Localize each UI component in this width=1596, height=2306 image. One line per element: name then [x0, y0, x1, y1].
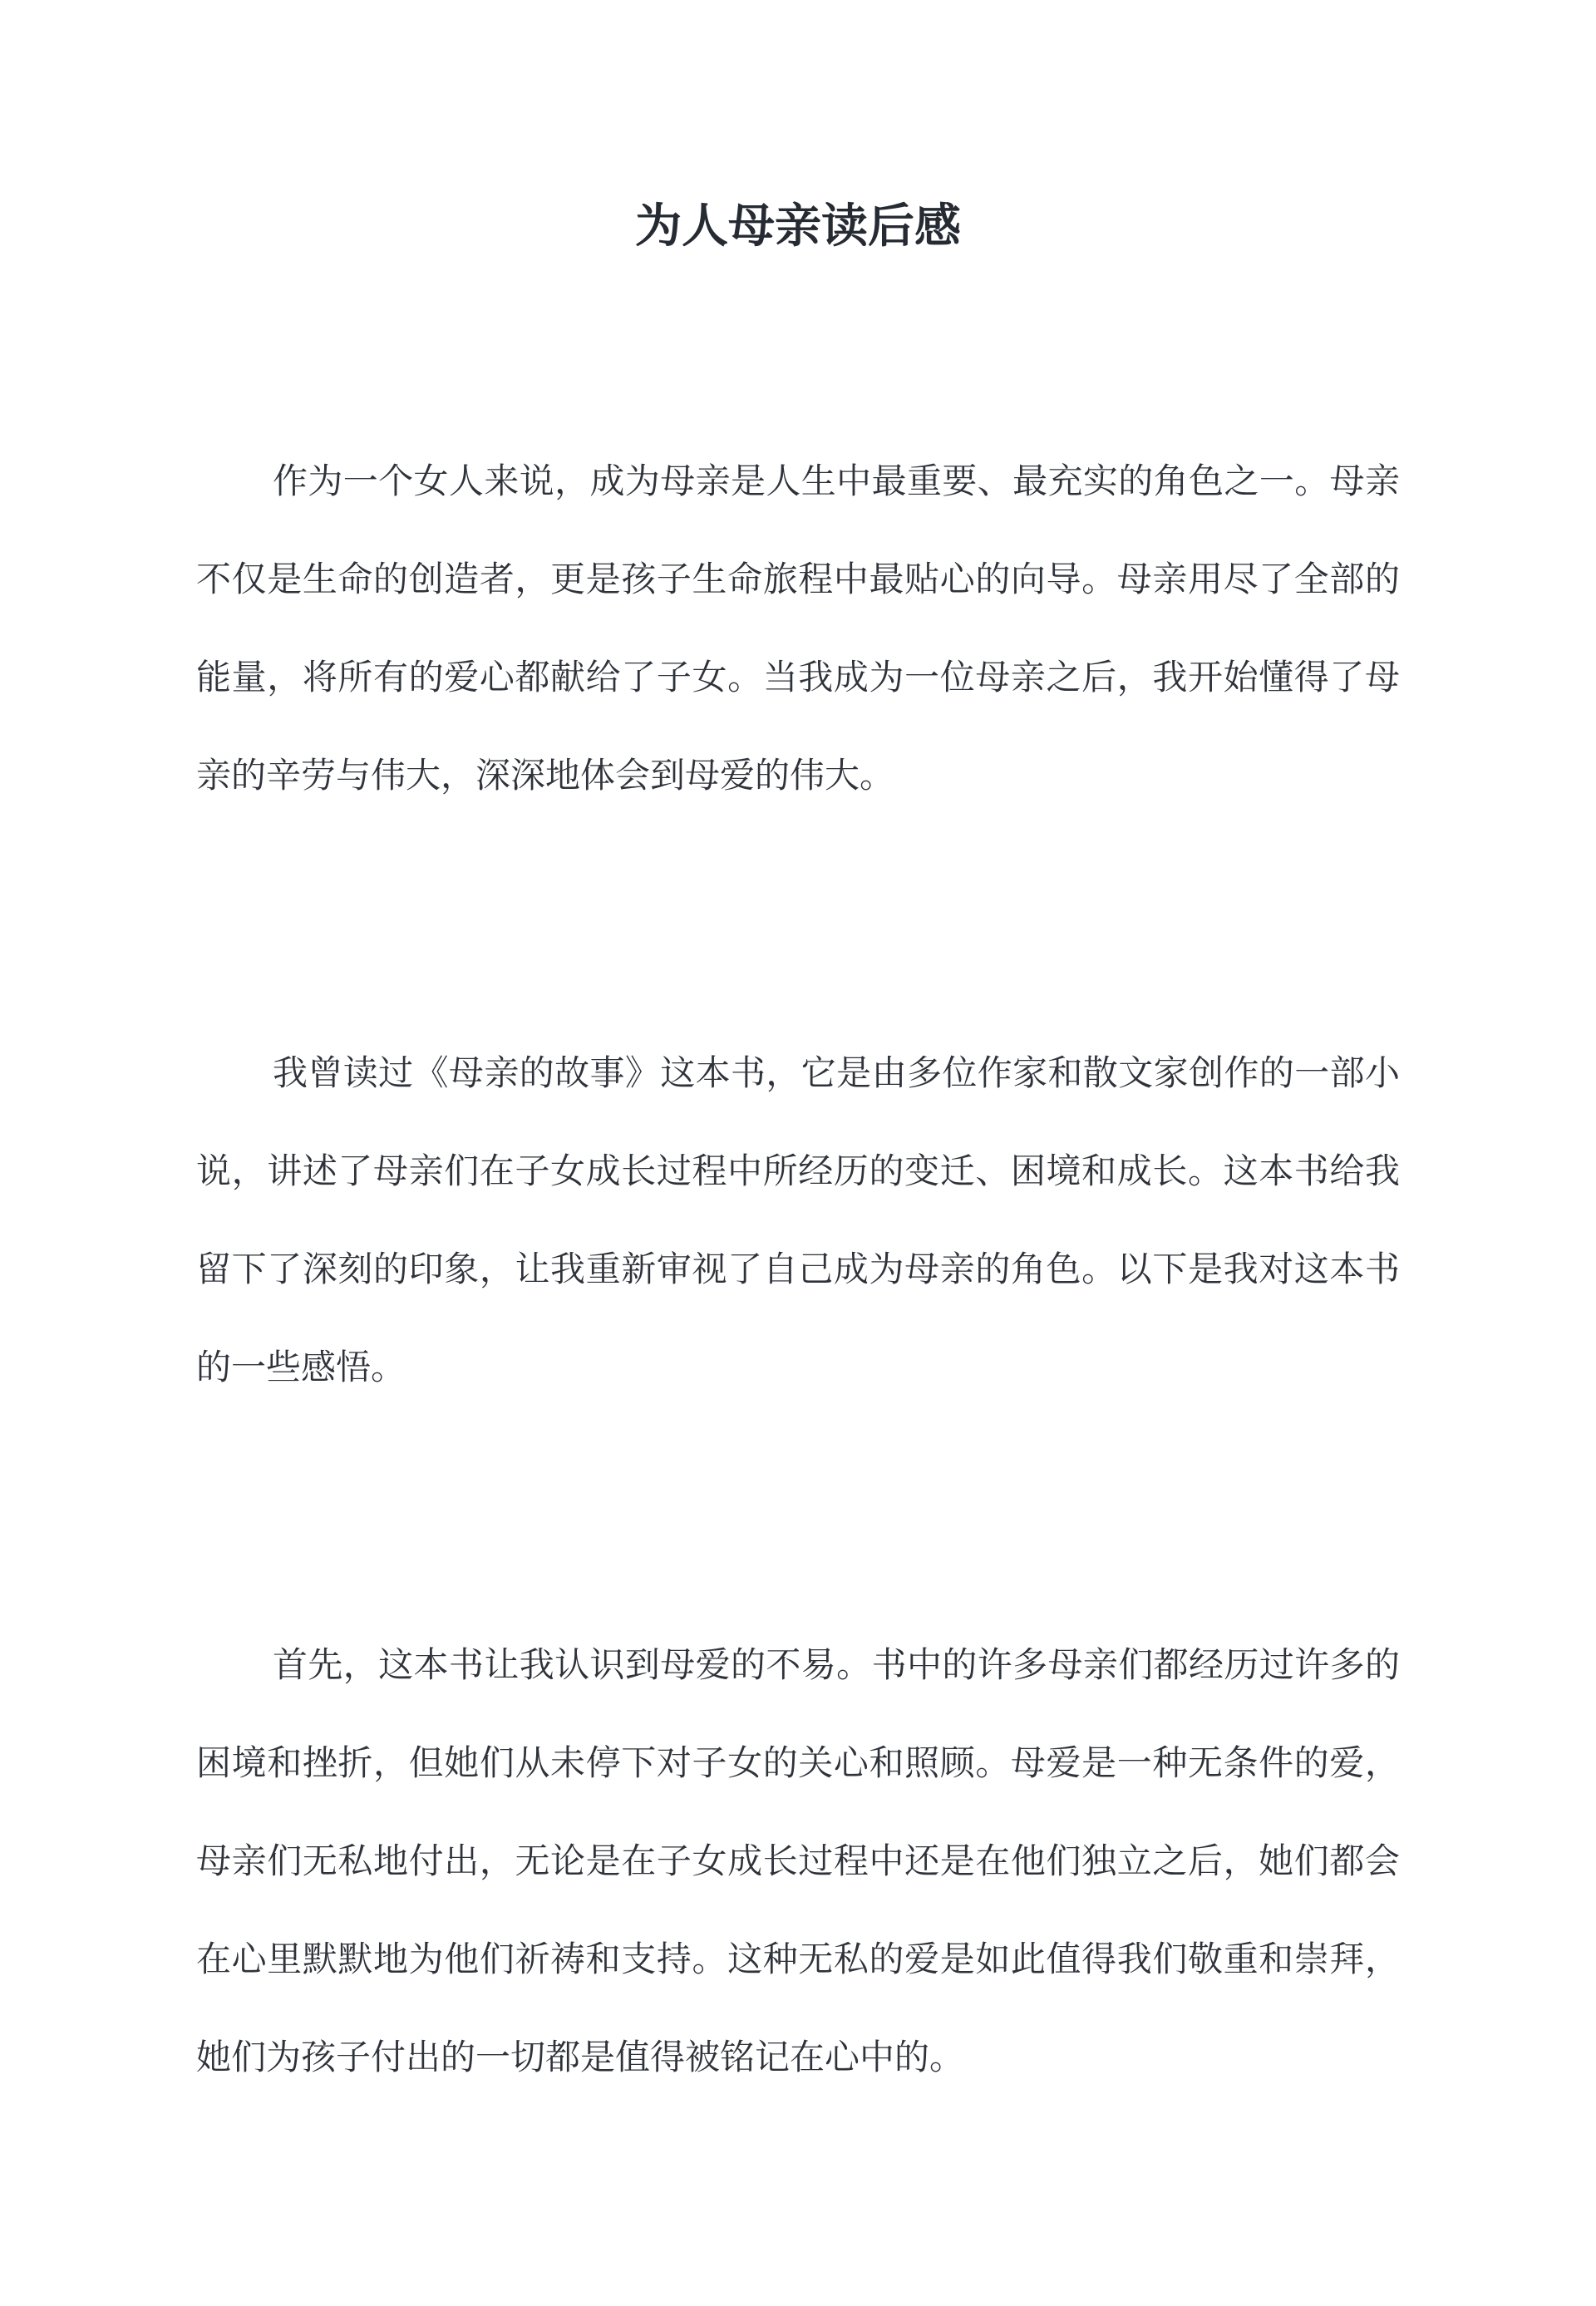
document-body — [196, 432, 1400, 2306]
page-title: 为人母亲读后感 — [635, 199, 961, 254]
paragraph-3: 首先，这本书让我认识到母爱的不易。书中的许多母亲们都经历过许多的困境和挫折，但她们从未停下对子女的关心和照顾。母爱是一种无条件的爱，母亲们无私地付出，无论是在子女成长过程中还是在他们独立之后，她们都会在心里默默地为他们祈祷和支持。这种无私的爱是如此值得我们敬重和崇拜，她们为孩子付出的一切都是值得被铭记在心中的。 — [196, 1644, 1400, 2077]
paragraph-2: 我曾读过《母亲的故事》这本书，它是由多位作家和散文家创作的一部小说，讲述了母亲们在子女成长过程中所经历的变迁、困境和成长。这本书给我留下了深刻的印象，让我重新审视了自己成为母亲的角色。以下是我对这本书的一些感悟。 — [196, 1052, 1400, 1387]
paragraph-1: 作为一个女人来说，成为母亲是人生中最重要、最充实的角色之一。母亲不仅是生命的创造者，更是孩子生命旅程中最贴心的向导。母亲用尽了全部的能量，将所有的爱心都献给了子女。当我成为一位母亲之后，我开始懂得了母亲的辛劳与伟大，深深地体会到母爱的伟大。 — [196, 461, 1400, 796]
